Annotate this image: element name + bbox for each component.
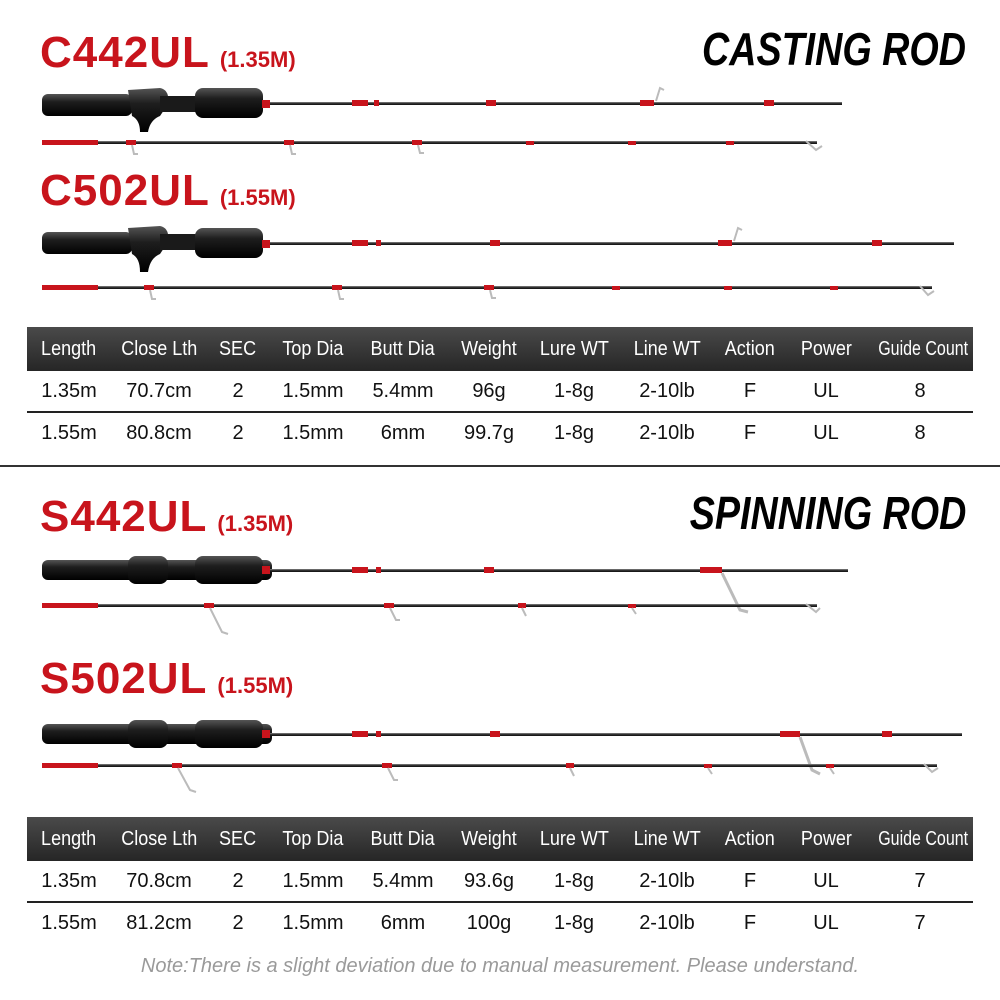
cell-close-length: 70.8cm [111, 861, 207, 902]
model-length: (1.35M) [219, 47, 296, 72]
cell-length: 1.55m [41, 421, 97, 444]
cell-butt-diameter: 6mm [380, 421, 426, 444]
measurement-note: Note:There is a slight deviation due to manual measurement. Please understand. [140, 955, 860, 977]
cell-power: UL [785, 861, 867, 902]
cell-weight: 99.7g [463, 421, 515, 444]
table-row [27, 371, 973, 412]
rod-c442ul-tip [42, 140, 822, 154]
table-header-row [27, 327, 973, 371]
cell-power: UL [813, 911, 839, 934]
cell-top-diameter: 1.5mm [282, 911, 344, 934]
cell-butt-diameter: 5.4mm [357, 861, 449, 902]
header-lure-weight: Lure WT [529, 327, 619, 371]
header-top-diameter: Top Dia [269, 817, 357, 861]
header-close-length: Close Lth [111, 327, 207, 371]
cell-sections: 2 [207, 861, 269, 902]
cell-action: F [715, 861, 785, 902]
header-line-weight: Line WT [619, 327, 715, 371]
cell-line-weight: 2-10lb [619, 861, 715, 902]
header-guide-count: Guide Count [867, 327, 973, 371]
cell-action: F [715, 371, 785, 412]
cell-length: 1.55m [41, 911, 97, 934]
cell-weight: 93.6g [449, 861, 529, 902]
table-header-row [27, 817, 973, 861]
cell-sections: 2 [232, 421, 244, 444]
model-code: S502UL [40, 654, 208, 703]
rod-c502ul-butt [42, 226, 954, 272]
cell-top-diameter: 1.5mm [269, 371, 357, 412]
cell-action: F [743, 421, 757, 444]
cell-close-length: 70.7cm [111, 371, 207, 412]
spinning-spec-table [27, 817, 973, 943]
header-guide-count: Guide Count [867, 817, 973, 861]
header-weight: Weight [449, 817, 529, 861]
header-line-weight: Line WT [619, 817, 715, 861]
cell-guide-count: 7 [867, 861, 973, 902]
cell-butt-diameter: 6mm [380, 911, 426, 934]
cell-sections: 2 [207, 371, 269, 412]
model-s442ul [40, 492, 293, 542]
cell-guide-count: 8 [867, 371, 973, 412]
header-close-length: Close Lth [111, 817, 207, 861]
cell-lure-weight: 1-8g [529, 861, 619, 902]
cell-close-length: 81.2cm [126, 911, 192, 934]
cell-sections: 2 [232, 911, 244, 934]
model-code: C502UL [40, 166, 210, 215]
rod-s442ul-butt [42, 556, 848, 612]
header-power: Power [785, 327, 867, 371]
header-sections: SEC [207, 327, 269, 371]
cell-power: UL [813, 421, 839, 444]
cell-power: UL [785, 371, 867, 412]
cell-length: 1.35m [27, 861, 111, 902]
cell-lure-weight: 1-8g [553, 911, 595, 934]
header-top-diameter: Top Dia [269, 327, 357, 371]
header-length: Length [27, 327, 111, 371]
cell-weight: 96g [449, 371, 529, 412]
cell-line-weight: 2-10lb [639, 911, 695, 934]
model-length: (1.35M) [217, 511, 294, 536]
cell-length: 1.35m [27, 371, 111, 412]
header-lure-weight: Lure WT [529, 817, 619, 861]
cell-close-length: 80.8cm [126, 421, 192, 444]
model-s502ul [40, 654, 293, 704]
rod-s442ul-tip [42, 603, 820, 634]
header-weight: Weight [449, 327, 529, 371]
cell-guide-count: 8 [914, 421, 926, 444]
model-c502ul [40, 166, 296, 216]
spinning-rod-title: SPINNING ROD [689, 487, 966, 539]
rod-s502ul-tip [42, 763, 938, 792]
table-row [27, 861, 973, 902]
header-power: Power [785, 817, 867, 861]
model-code: C442UL [40, 28, 210, 77]
rod-c502ul-tip [42, 285, 934, 299]
section-divider [0, 465, 1000, 467]
cell-top-diameter: 1.5mm [282, 421, 344, 444]
header-length: Length [27, 817, 111, 861]
table-row [27, 412, 973, 453]
table-row [27, 902, 973, 943]
rod-c442ul-butt [42, 88, 842, 132]
header-action: Action [715, 327, 785, 371]
cell-guide-count: 7 [914, 911, 926, 934]
header-sections: SEC [207, 817, 269, 861]
cell-action: F [743, 911, 757, 934]
model-length: (1.55M) [217, 673, 294, 698]
header-butt-diameter: Butt Dia [357, 817, 449, 861]
casting-spec-table [27, 327, 973, 453]
header-butt-diameter: Butt Dia [357, 327, 449, 371]
casting-rod-title: CASTING ROD [701, 23, 966, 75]
cell-top-diameter: 1.5mm [269, 861, 357, 902]
cell-lure-weight: 1-8g [529, 371, 619, 412]
cell-weight: 100g [466, 911, 512, 934]
header-action: Action [715, 817, 785, 861]
cell-lure-weight: 1-8g [553, 421, 595, 444]
model-length: (1.55M) [219, 185, 296, 210]
cell-butt-diameter: 5.4mm [357, 371, 449, 412]
cell-line-weight: 2-10lb [619, 371, 715, 412]
cell-line-weight: 2-10lb [639, 421, 695, 444]
model-code: S442UL [40, 492, 208, 541]
